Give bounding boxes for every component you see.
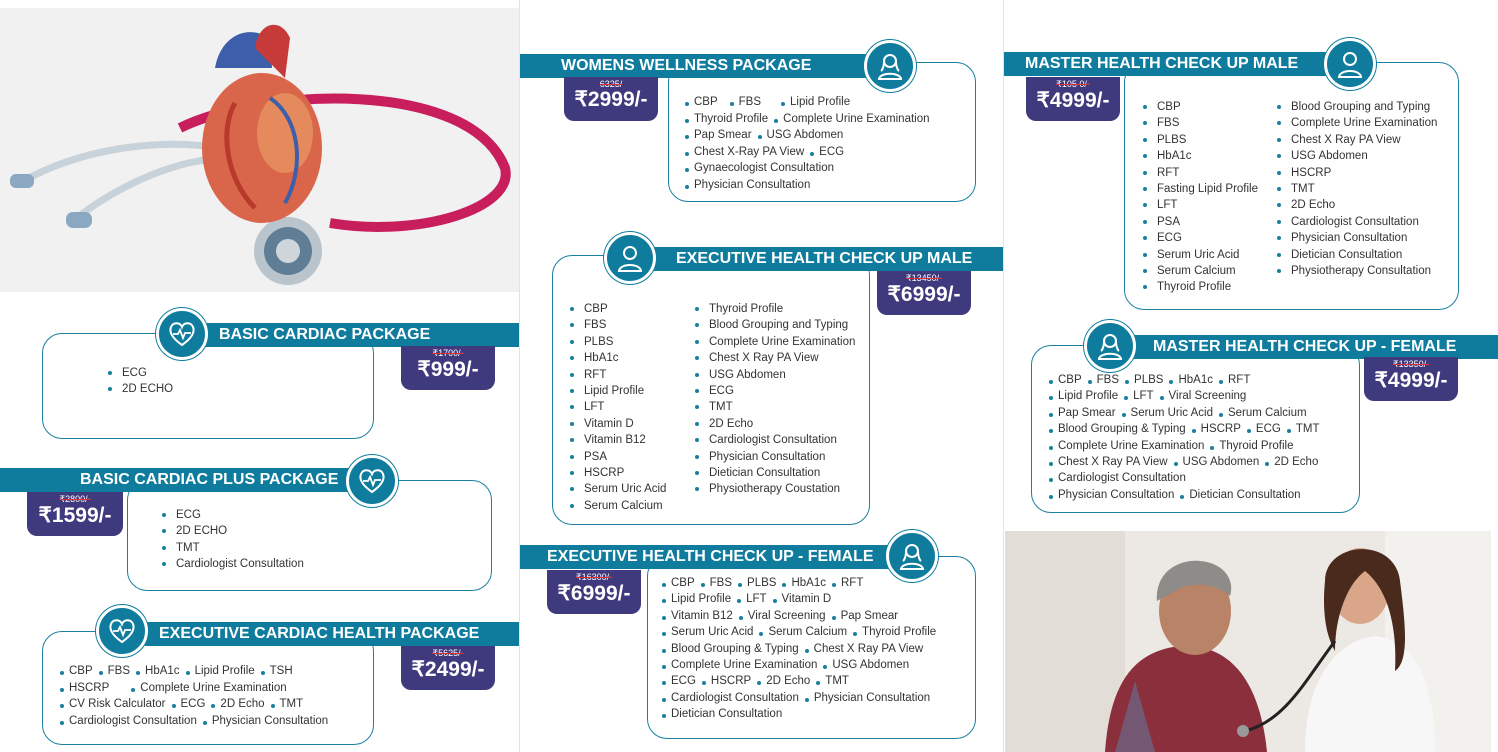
old-price: ₹2800/- [59,494,91,504]
list-item: Serum Uric Acid [1122,407,1213,419]
womens-line-2 [685,113,936,125]
executive-cardiac-price [401,646,495,690]
list-item: Viral Screening [739,610,826,622]
list-item: Thyroid Profile [853,626,936,638]
new-price: ₹2999/- [574,88,648,111]
exec-cardiac-line-3 [60,698,309,710]
list-item: Blood Grouping & Typing [662,643,799,655]
womens-wellness-price [564,77,658,121]
list-item: Physician Consultation [805,692,930,704]
basic-cardiac-price [401,346,495,390]
list-item: Lipid Profile [1049,390,1118,402]
list-item: Lipid Profile [186,665,255,677]
list-item: HbA1c [1143,148,1258,164]
list-item: Physician Consultation [695,449,855,465]
executive-female-price [547,570,641,614]
old-price: ₹13350/- [1392,359,1430,369]
new-price: ₹6999/- [887,283,961,306]
womens-line-1 [685,96,856,108]
basic-cardiac-title: BASIC CARDIAC PACKAGE [205,323,520,347]
list-item: PLBS [738,577,776,589]
list-item: Physiotherapy Consultation [1277,263,1437,279]
heart-pulse-icon [156,308,208,360]
list-item: TMT [162,540,304,556]
right-panel [1004,0,1498,752]
list-item: ECG [1247,423,1281,435]
list-item: CBP [60,665,93,677]
list-item: Complete Urine Examination [774,113,929,125]
list-item: Lipid Profile [570,383,666,399]
master-male-title: MASTER HEALTH CHECK UP MALE [1004,52,1351,76]
list-item: Lipid Profile [781,96,850,108]
list-item: HSCRP [1277,165,1437,181]
master-female-title: MASTER HEALTH CHECK UP - FEMALE [1109,335,1498,359]
list-item: Serum Calcium [570,498,666,514]
list-line [1049,407,1313,419]
list-item: Cardiologist Consultation [662,692,799,704]
list-line [1049,489,1307,501]
list-item: RFT [1143,165,1258,181]
list-item: FBS [1088,374,1119,386]
list-item: FBS [1143,115,1258,131]
basic-cardiac-box [42,333,374,439]
list-item: HbA1c [782,577,826,589]
old-price: 6325/ [599,79,623,89]
heart-pulse-icon [346,455,398,507]
list-item: USG Abdomen [1174,456,1260,468]
list-item: CBP [1143,99,1258,115]
list-item: ECG [810,146,844,158]
new-price: ₹999/- [417,358,479,381]
list-item: CBP [685,96,718,108]
list-item: LFT [1143,197,1258,213]
womens-line-4 [685,146,850,158]
list-item: Dietician Consultation [1277,247,1437,263]
old-price: ₹5625/- [432,648,464,658]
list-line [1049,390,1252,402]
list-item: Complete Urine Examination [131,682,286,694]
list-item: USG Abdomen [695,367,855,383]
list-item: Serum Uric Acid [662,626,753,638]
basic-cardiac-plus-price [27,492,123,536]
exec-cardiac-line-2 [60,682,293,694]
executive-male-col1 [570,301,666,514]
list-item: HbA1c [136,665,180,677]
list-item: LFT [737,593,766,605]
heart-pulse-icon [96,605,148,657]
list-item: Dietician Consultation [662,708,782,720]
executive-male-title: EXECUTIVE HEALTH CHECK UP MALE [630,247,1004,271]
basic-cardiac-plus-title: BASIC CARDIAC PLUS PACKAGE [0,468,380,492]
list-item: Vitamin D [773,593,832,605]
list-item: CV Risk Calculator [60,698,166,710]
list-item: Chest X Ray PA View [1049,456,1168,468]
list-item: FBS [701,577,732,589]
list-line [1049,472,1192,484]
list-item: LFT [1124,390,1153,402]
master-male-col1 [1143,99,1258,296]
womens-line-5 [685,162,840,174]
list-item: TMT [271,698,304,710]
list-item: Thyroid Profile [695,301,855,317]
list-item: TMT [1277,181,1437,197]
list-item: Cardiologist Consultation [1049,472,1186,484]
list-item: Vitamin B12 [570,432,666,448]
list-item: Thyroid Profile [685,113,768,125]
list-line [662,692,936,704]
list-item: RFT [570,367,666,383]
list-item: 2D ECHO [108,381,173,397]
list-item: RFT [1219,374,1250,386]
list-item: HSCRP [702,675,751,687]
list-item: Physician Consultation [203,715,328,727]
list-item: Physician Consultation [1049,489,1174,501]
new-price: ₹6999/- [557,582,631,605]
list-item: TSH [261,665,293,677]
list-item: Vitamin B12 [662,610,733,622]
list-item: Cardiologist Consultation [1277,214,1437,230]
list-item: FBS [570,317,666,333]
list-line [1049,423,1325,435]
list-item: FBS [99,665,130,677]
list-item: CBP [570,301,666,317]
list-item: Thyroid Profile [1143,279,1258,295]
list-item: 2D Echo [695,416,855,432]
list-item: 2D Echo [1277,197,1437,213]
list-item: PSA [1143,214,1258,230]
list-item: RFT [832,577,863,589]
basic-cardiac-list [108,365,173,398]
list-item: TMT [695,399,855,415]
list-item: Serum Calcium [759,626,847,638]
list-line [662,610,904,622]
list-item: Chest X Ray PA View [695,350,855,366]
list-item: Physician Consultation [1277,230,1437,246]
executive-male-price [877,271,971,315]
list-item: Blood Grouping & Typing [1049,423,1186,435]
list-item: Cardiologist Consultation [60,715,197,727]
list-item: TMT [816,675,849,687]
list-item: Cardiologist Consultation [162,556,304,572]
womens-line-3 [685,129,849,141]
old-price: ₹1700/- [432,348,464,358]
list-item: Fasting Lipid Profile [1143,181,1258,197]
list-item: ECG [662,675,696,687]
list-item: Serum Uric Acid [1143,247,1258,263]
master-male-col2 [1277,99,1437,279]
executive-male-col2 [695,301,855,498]
list-item: Complete Urine Examination [1277,115,1437,131]
list-line [662,659,915,671]
man-avatar-icon [1324,38,1376,90]
old-price: ₹16300/- [575,572,613,582]
list-item: Blood Grouping and Typing [695,317,855,333]
executive-cardiac-title: EXECUTIVE CARDIAC HEALTH PACKAGE [145,622,520,646]
list-item: Lipid Profile [662,593,731,605]
list-item: Chest X Ray PA View [805,643,924,655]
list-item: Chest X-Ray PA View [685,146,804,158]
new-price: ₹1599/- [38,504,112,527]
list-item: ECG [172,698,206,710]
list-item: Gynaecologist Consultation [685,162,834,174]
list-item: Thyroid Profile [1210,440,1293,452]
list-item: Viral Screening [1160,390,1247,402]
list-item: CBP [662,577,695,589]
exec-cardiac-line-4 [60,715,334,727]
list-line [662,626,942,638]
new-price: ₹4999/- [1036,89,1110,112]
list-item: TMT [1287,423,1320,435]
basic-cardiac-plus-list [162,507,304,573]
list-item: Physiotherapy Coustation [695,481,855,497]
list-item: HSCRP [570,465,666,481]
middle-panel [520,0,1004,752]
list-item: Serum Calcium [1219,407,1307,419]
list-item: USG Abdomen [823,659,909,671]
list-item: HbA1c [1169,374,1213,386]
master-female-price [1364,357,1458,401]
list-item: Chest X Ray PA View [1277,132,1437,148]
woman-avatar-icon [1084,320,1136,372]
list-line [662,675,855,687]
list-item: PLBS [570,334,666,350]
list-line [1049,440,1300,452]
list-item: ECG [695,383,855,399]
list-item: HSCRP [1192,423,1241,435]
master-male-price [1026,77,1120,121]
new-price: ₹2499/- [411,658,485,681]
list-item: PLBS [1143,132,1258,148]
old-price: ₹13450/- [905,273,943,283]
heart-stethoscope-photo [0,8,520,292]
list-item: Complete Urine Examination [695,334,855,350]
woman-avatar-icon [886,530,938,582]
list-item: LFT [570,399,666,415]
list-line [1049,456,1324,468]
list-item: Pap Smear [832,610,899,622]
list-item: HbA1c [570,350,666,366]
list-item: Physician Consultation [685,179,810,191]
list-item: 2D Echo [757,675,810,687]
exec-cardiac-line-1 [60,665,299,677]
list-item: Cardiologist Consultation [695,432,855,448]
list-item: USG Abdomen [1277,148,1437,164]
list-item: Vitamin D [570,416,666,432]
list-item: Dietician Consultation [695,465,855,481]
list-line [1049,374,1256,386]
old-price: ₹105 0/- [1056,79,1090,89]
list-item: ECG [1143,230,1258,246]
list-item: HSCRP [60,682,109,694]
list-item: ECG [108,365,173,381]
list-item: 2D ECHO [162,523,304,539]
woman-avatar-icon [864,40,916,92]
list-item: USG Abdomen [758,129,844,141]
womens-line-6 [685,179,816,191]
executive-female-title: EXECUTIVE HEALTH CHECK UP - FEMALE [520,545,910,569]
womens-wellness-title: WOMENS WELLNESS PACKAGE [520,54,882,78]
list-line [662,643,929,655]
list-item: FBS [730,96,761,108]
list-item: PSA [570,449,666,465]
list-item: Dietician Consultation [1180,489,1300,501]
list-item: Pap Smear [685,129,752,141]
list-line [662,708,788,720]
list-item: PLBS [1125,374,1163,386]
list-item: 2D Echo [211,698,264,710]
left-panel [0,0,520,752]
new-price: ₹4999/- [1374,369,1448,392]
list-item: ECG [162,507,304,523]
list-item: Blood Grouping and Typing [1277,99,1437,115]
list-line [662,593,837,605]
list-item: Complete Urine Examination [1049,440,1204,452]
list-item: Complete Urine Examination [662,659,817,671]
doctor-patient-photo [1005,531,1491,752]
list-item: CBP [1049,374,1082,386]
man-avatar-icon [604,232,656,284]
list-item: Pap Smear [1049,407,1116,419]
list-line [662,577,869,589]
list-item: Serum Calcium [1143,263,1258,279]
list-item: 2D Echo [1265,456,1318,468]
list-item: Serum Uric Acid [570,481,666,497]
